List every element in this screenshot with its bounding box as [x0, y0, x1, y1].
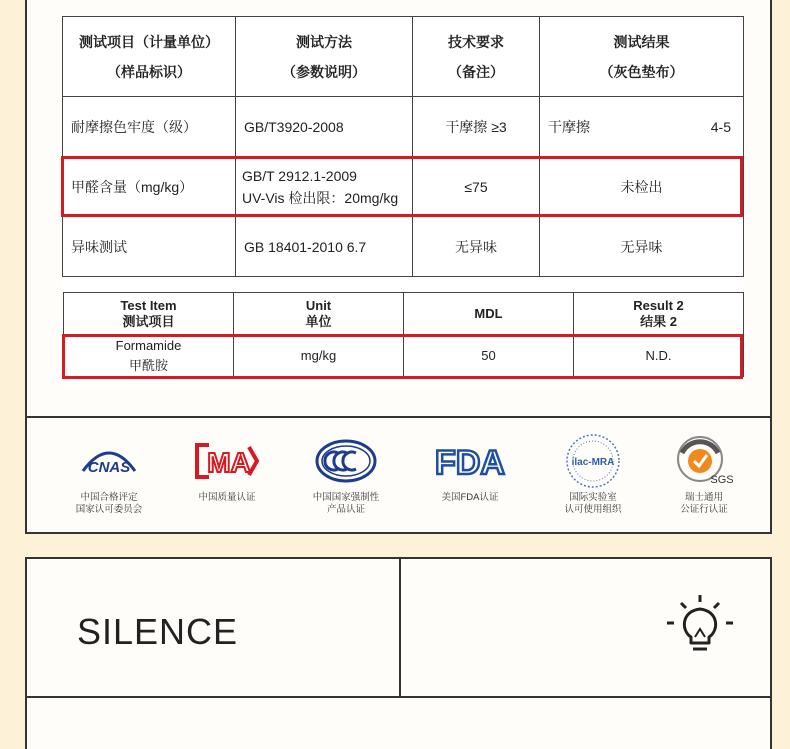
svg-text:ilac-MRA: ilac-MRA [571, 457, 615, 468]
header-mdl: MDL [404, 293, 574, 335]
table-row [63, 97, 744, 157]
section-divider [27, 416, 770, 418]
header-result: 测试结果 （灰色垫布） [540, 17, 744, 97]
table-header-row [64, 293, 744, 335]
table-row [64, 335, 744, 377]
table-row [63, 217, 744, 277]
row-item: Formamide 甲酰胺 [64, 335, 234, 377]
header-unit: Unit 单位 [234, 293, 404, 335]
row-requirement: 干摩擦 ≥3 [413, 97, 540, 157]
column-divider [399, 559, 401, 698]
row-method: GB/T3920-2008 [236, 97, 413, 157]
row-mdl: 50 [404, 335, 574, 377]
table-row [63, 157, 744, 217]
row-result: N.D. [574, 335, 744, 377]
svg-text:CNAS: CNAS [87, 459, 131, 476]
row-requirement: 无异味 [413, 217, 540, 277]
ilac-logo-icon [538, 434, 648, 488]
header-test-item: Test Item 测试项目 [64, 293, 234, 335]
lightbulb-icon [665, 593, 735, 662]
svg-text:SGS: SGS [710, 474, 734, 486]
cert-caption: 国际实验室 认可使用组织 [564, 492, 622, 515]
row-unit: mg/kg [234, 335, 404, 377]
row-result: 无异味 [540, 217, 744, 277]
certification-logos [27, 434, 770, 529]
cert-sgs [649, 434, 759, 516]
cert-ccc [291, 434, 401, 516]
header-test-item: 测试项目（计量单位） （样品标识） [63, 17, 236, 97]
cert-caption: 中国合格评定 国家认可委员会 [75, 492, 143, 515]
svg-text:MA: MA [207, 447, 251, 478]
cert-cnas [54, 434, 164, 516]
test-report-card [25, 0, 772, 534]
cert-ilac [538, 434, 648, 516]
test-report-image [62, 16, 743, 387]
cert-caption: 美国FDA认证 [441, 492, 499, 503]
row-method: GB/T 2912.1-2009 UV-Vis 检出限：20mg/kg [236, 157, 413, 217]
row-method: GB 18401-2010 6.7 [236, 217, 413, 277]
formamide-test-table [63, 292, 744, 377]
sgs-logo-icon [649, 434, 759, 488]
svg-text:FDA: FDA [435, 444, 505, 481]
header-test-method: 测试方法 （参数说明） [236, 17, 413, 97]
fabric-test-table [62, 16, 744, 277]
feature-row [27, 559, 770, 698]
header-requirement: 技术要求 （备注） [413, 17, 540, 97]
table-header-row [63, 17, 744, 97]
ccc-logo-icon [291, 434, 401, 488]
row-requirement: ≤75 [413, 157, 540, 217]
header-result: Result 2 结果 2 [574, 293, 744, 335]
feature-card [25, 557, 772, 749]
row-result: 未检出 [540, 157, 744, 217]
row-item: 耐摩擦色牢度（级） [63, 97, 236, 157]
cma-logo-icon [172, 434, 282, 488]
cert-caption: 中国质量认证 [198, 492, 256, 503]
cert-cma [172, 434, 282, 504]
cnas-logo-icon [54, 434, 164, 488]
cert-fda [415, 434, 525, 504]
cert-caption: 中国国家强制性 产品认证 [312, 492, 380, 515]
row-result: 干摩擦 4-5 [540, 97, 744, 157]
row-item: 异味测试 [63, 217, 236, 277]
feature-label: SILENCE [77, 611, 239, 652]
fda-logo-icon [415, 434, 525, 488]
cert-caption: 瑞士通用 公证行认证 [680, 492, 728, 515]
row-item: 甲醛含量（mg/kg） [63, 157, 236, 217]
